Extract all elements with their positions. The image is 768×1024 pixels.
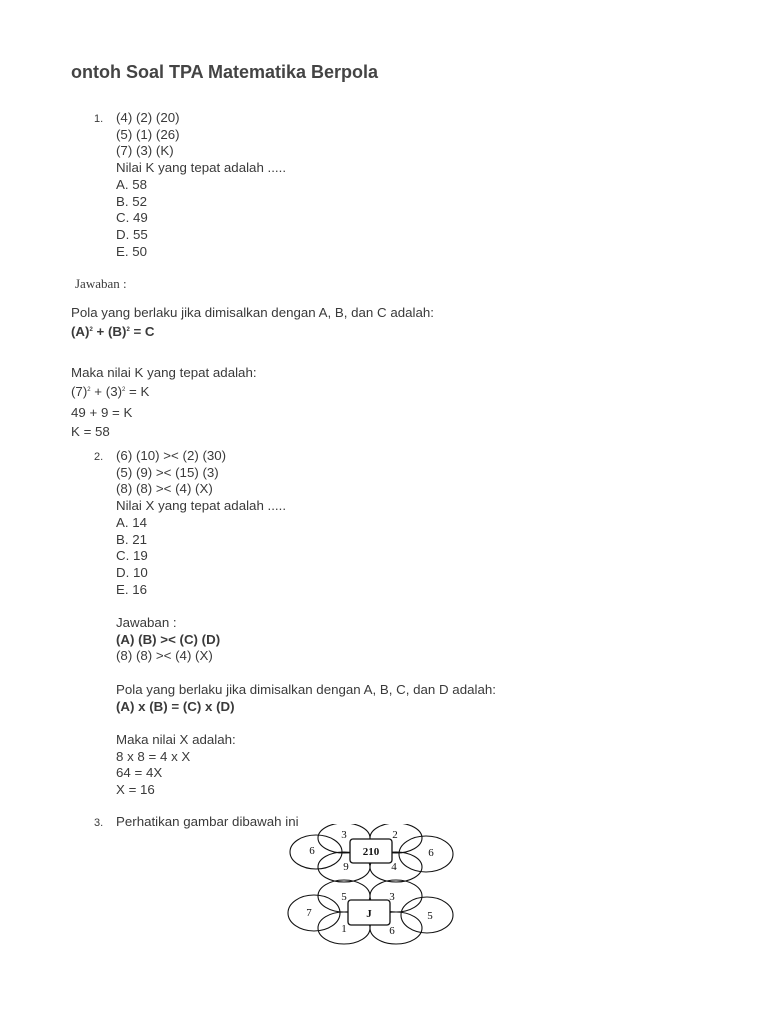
- question-number-2: 2.: [94, 451, 104, 463]
- q1-line-3: (7) (3) (K): [116, 143, 174, 159]
- q2-pattern-bold: (A) (B) >< (C) (D): [116, 631, 221, 647]
- q1-pattern-formula: $(A)^2 + (B)^2 = C$: [71, 323, 155, 339]
- q1-step-3: K = 58: [71, 423, 110, 439]
- bottom-center-value: J: [366, 908, 372, 920]
- q2-step-2: 64 = 4X: [116, 765, 163, 781]
- q1-solution: [71, 304, 434, 441]
- q1-solve-intro: Maka nilai K yang tepat adalah:: [71, 365, 257, 380]
- question-2: [116, 448, 496, 799]
- bottom-tr-value: 3: [389, 891, 395, 903]
- q1-option-a: A. 58: [116, 176, 148, 192]
- top-left-value: 6: [309, 845, 315, 857]
- question-1: [116, 110, 286, 260]
- top-right-value: 6: [428, 847, 434, 859]
- top-petal-right: [399, 836, 453, 872]
- top-center-value: 210: [362, 846, 380, 858]
- bottom-br-value: 6: [389, 925, 395, 937]
- q2-option-a: A. 14: [116, 514, 148, 530]
- q1-line-2: (5) (1) (26): [116, 126, 180, 142]
- q2-question: Nilai X yang tepat adalah .....: [116, 498, 287, 514]
- question-number-3: 3.: [94, 817, 104, 829]
- q2-line-2: (5) (9) >< (15) (3): [116, 464, 219, 480]
- q2-formula: (A) x (B) = (C) x (D): [116, 698, 235, 714]
- q2-solve-intro: Maka nilai X adalah:: [116, 731, 236, 747]
- q1-step-1: $(7)^2 + (3)^2 = K$: [71, 383, 150, 399]
- q3-text: Perhatikan gambar dibawah ini: [116, 814, 299, 829]
- q2-line-3: (8) (8) >< (4) (X): [116, 481, 213, 497]
- bottom-tl-value: 5: [341, 891, 347, 903]
- q1-option-b: B. 52: [116, 193, 148, 209]
- bottom-bl-value: 1: [341, 923, 347, 935]
- q1-step-2: 49 + 9 = K: [71, 405, 133, 420]
- bottom-petal-left: [288, 895, 340, 931]
- top-br-value: 4: [391, 861, 397, 873]
- q2-pattern-intro: Pola yang berlaku jika dimisalkan dengan A, B, C, dan D adalah:: [116, 681, 496, 697]
- q2-option-c: C. 19: [116, 548, 148, 564]
- top-bl-value: 9: [343, 861, 349, 873]
- page-title: ontoh Soal TPA Matematika Berpola: [71, 62, 379, 82]
- q1-option-e: E. 50: [116, 243, 148, 259]
- q2-answer-label: Jawaban :: [116, 615, 177, 631]
- q1-line-1: (4) (2) (20): [116, 110, 180, 125]
- q1-pattern-intro: Pola yang berlaku jika dimisalkan dengan A, B, dan C adalah:: [71, 305, 434, 320]
- q1-question: Nilai K yang tepat adalah .....: [116, 160, 287, 176]
- q1-answer-label: Jawaban :: [75, 276, 127, 291]
- q1-option-c: C. 49: [116, 210, 148, 226]
- q2-option-d: D. 10: [116, 564, 148, 580]
- q2-line-1: (6) (10) >< (2) (30): [116, 448, 227, 463]
- flower-figure: [286, 824, 458, 954]
- q2-pattern-line: (8) (8) >< (4) (X): [116, 648, 213, 664]
- bottom-right-value: 5: [427, 910, 433, 922]
- q2-option-e: E. 16: [116, 581, 148, 597]
- q1-option-d: D. 55: [116, 226, 148, 242]
- q2-option-b: B. 21: [116, 531, 148, 547]
- question-number-1: 1.: [94, 113, 104, 125]
- bottom-left-value: 7: [306, 907, 312, 919]
- top-tl-value: 3: [341, 829, 347, 841]
- q2-step-1: 8 x 8 = 4 x X: [116, 748, 191, 764]
- top-tr-value: 2: [392, 829, 398, 841]
- q2-step-3: X = 16: [116, 782, 155, 798]
